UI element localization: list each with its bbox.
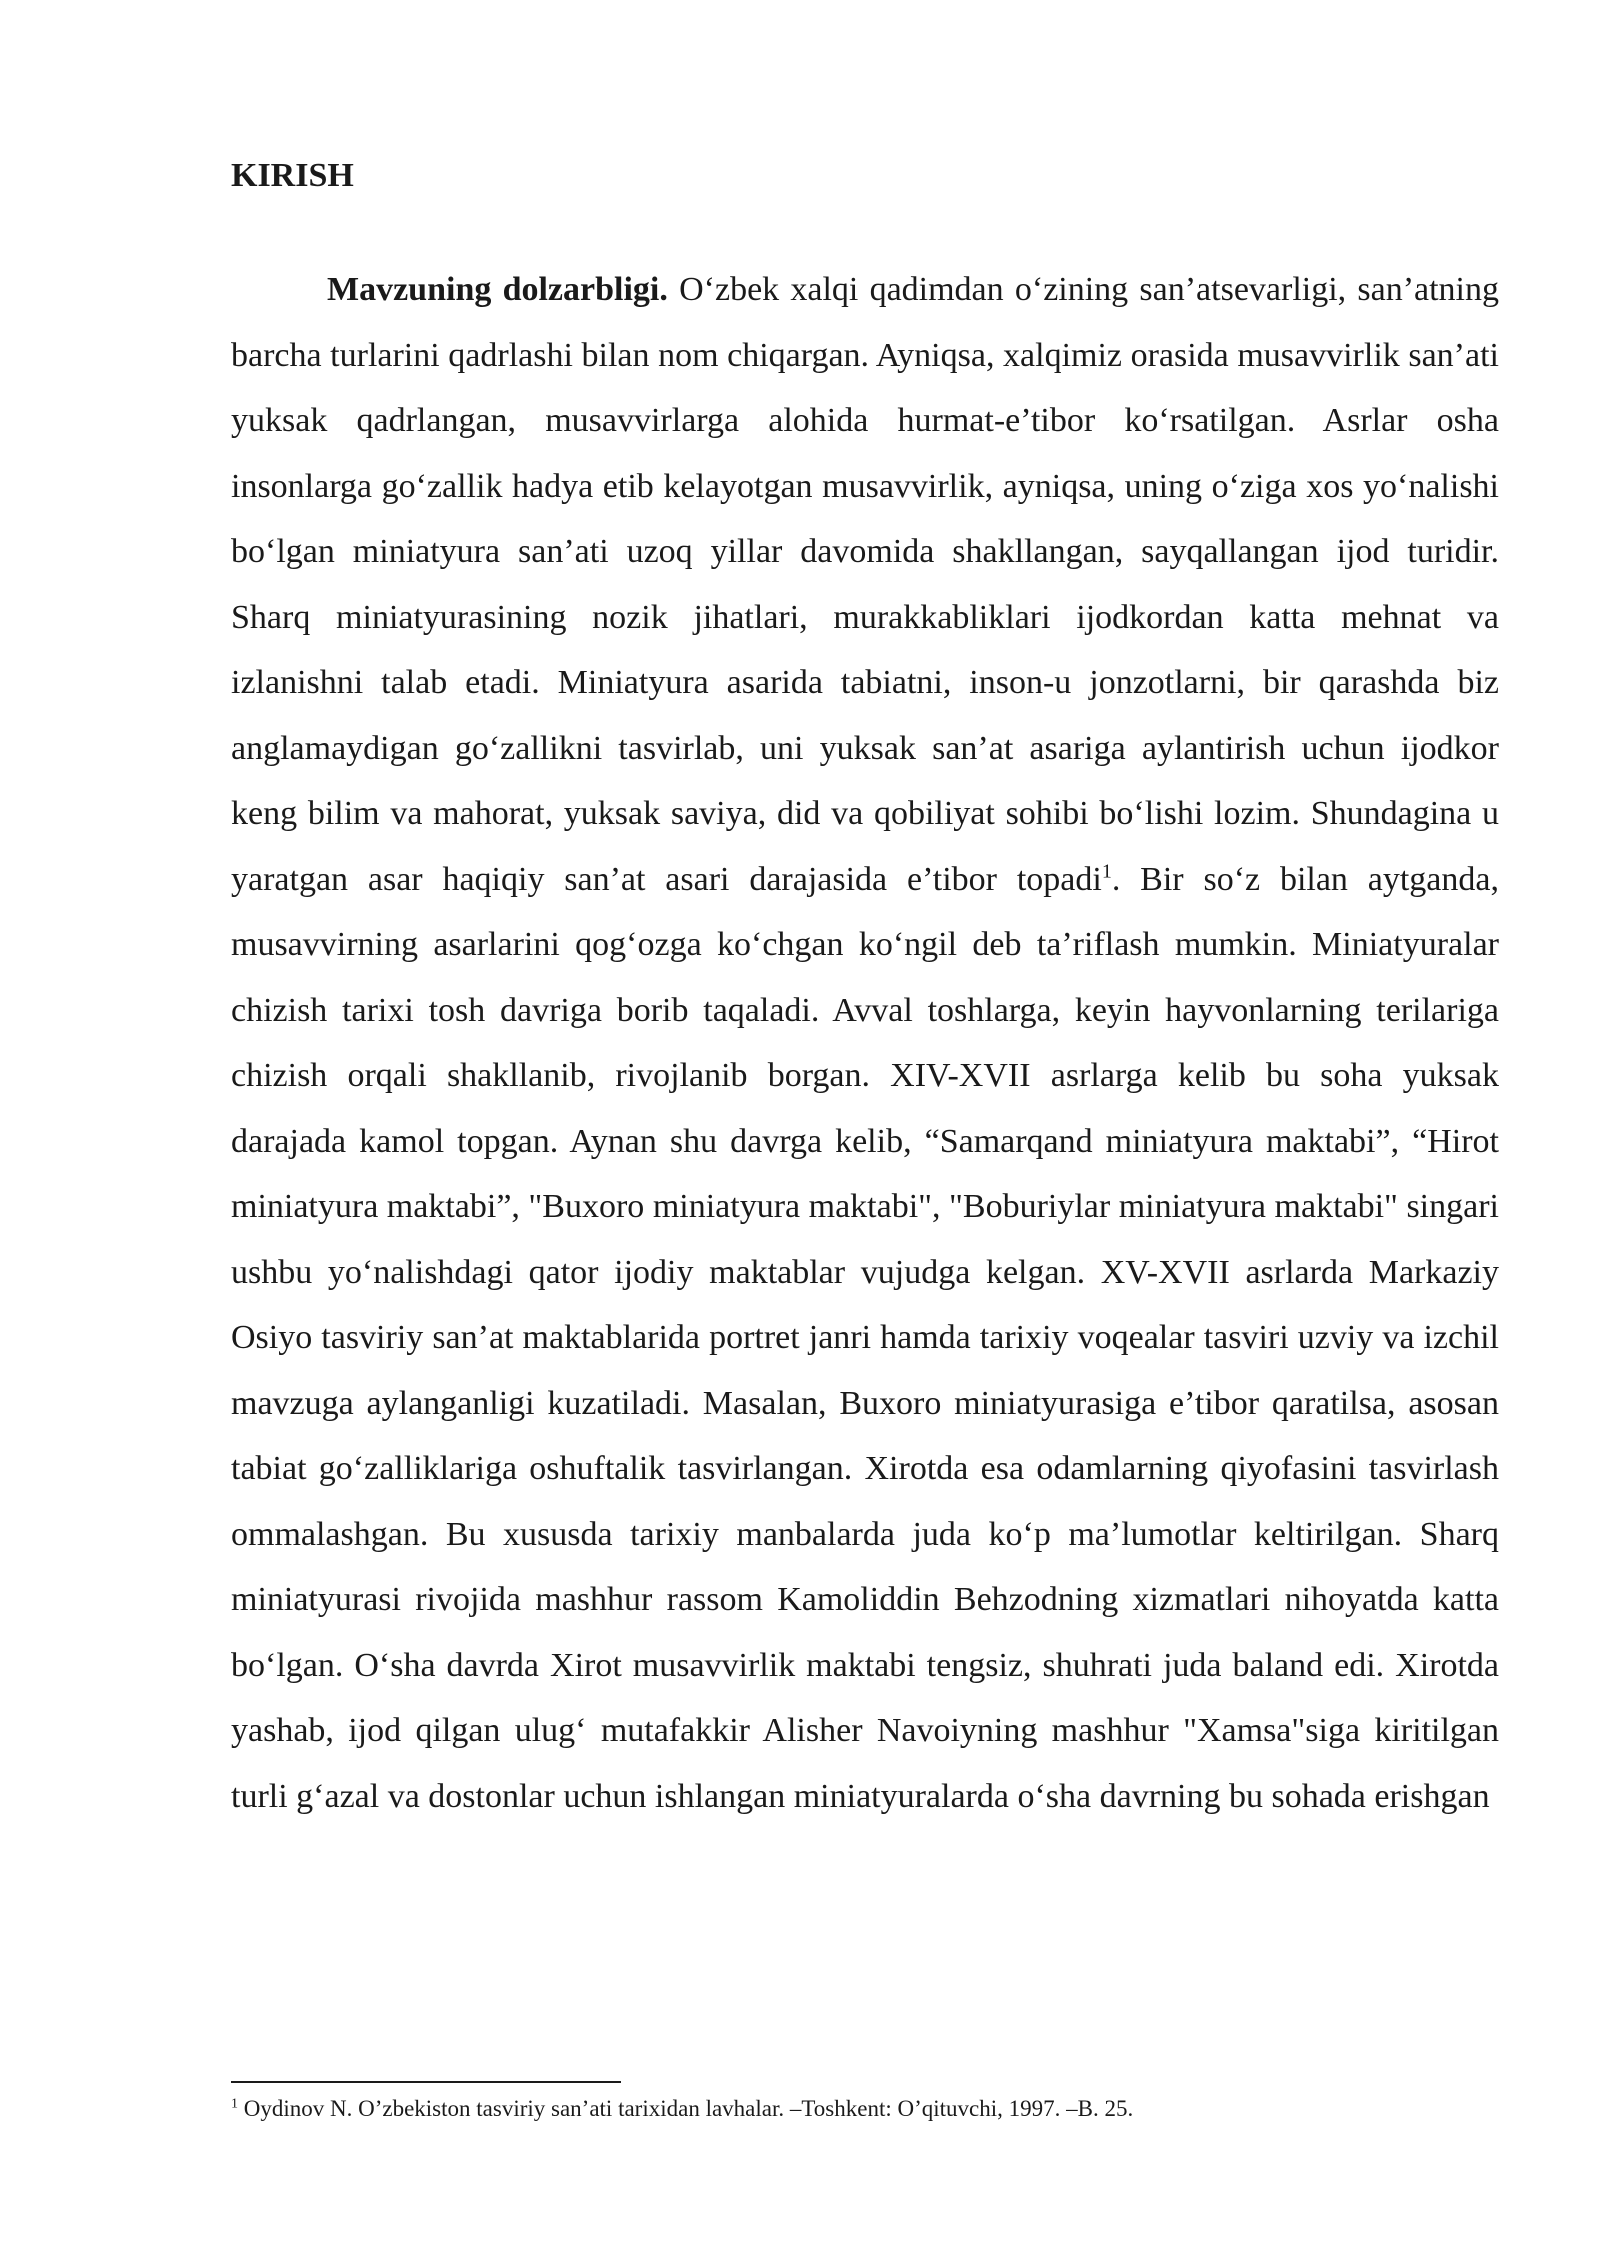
footnote-mark: 1 <box>231 2096 238 2112</box>
footnote <box>231 2093 1499 2125</box>
paragraph-lead: Mavzuning dolzarbligi. <box>327 271 668 308</box>
body-paragraph <box>231 257 1499 1829</box>
paragraph-text-part-2: . Bir so‘z bilan aytganda, musavvirning asarlarini qog‘ozga ko‘chgan ko‘ngil deb ta’riflash mumkin. Miniatyuralar chizish tarixi tosh davriga borib taqaladi. Avval toshlarga, keyin hayvonlarning terilariga chizish orqali shakllanib, rivojlanib borgan. XIV-XVII asrlarga kelib bu soha yuksak darajada kamol topgan. Aynan shu davrga kelib, “Samarqand miniatyura maktabi”, “Hirot miniatyura maktabi”, "Buxoro miniatyura maktabi", "Boburiylar miniatyura maktabi" singari ushbu yo‘nalishdagi qator ijodiy maktablar vujudga kelgan. XV-XVII asrlarda Markaziy Osiyo tasviriy san’at maktablarida portret janri hamda tarixiy voqealar tasviri uzviy va izchil mavzuga aylanganligi kuzatiladi. Masalan, Buxoro miniatyurasiga e’tibor qaratilsa, asosan tabiat go‘zalliklariga oshuftalik tasvirlangan. Xirotda esa odamlarning qiyofasini tasvirlash ommalashgan. Bu xususda tarixiy manbalarda juda ko‘p ma’lumotlar keltirilgan. Sharq miniatyurasi rivojida mashhur rassom Kamoliddin Behzodning xizmatlari nihoyatda katta bo‘lgan. O‘sha davrda Xirot musavvirlik maktabi tengsiz, shuhrati juda baland edi. Xirotda yashab, ijod qilgan ulug‘ mutafakkir Alisher Navoiyning mashhur "Xamsa"siga kiritilgan turli g‘azal va dostonlar uchun ishlangan miniatyuralarda o‘sha davrning bu sohada erishgan <box>231 860 1499 1815</box>
section-heading: KIRISH <box>231 157 354 194</box>
footnote-text: Oydinov N. O’zbekiston tasviriy san’ati tarixidan lavhalar. –Toshkent: O’qituvchi, 1997. –B. 25. <box>238 2096 1134 2121</box>
footnote-separator <box>231 2081 621 2083</box>
footnote-reference[interactable]: 1 <box>1101 860 1112 883</box>
paragraph-text-part-1: O‘zbek xalqi qadimdan o‘zining san’atsevarligi, san’atning barcha turlarini qadrlashi bilan nom chiqargan. Ayniqsa, xalqimiz orasida musavvirlik san’ati yuksak qadrlangan, musavvirlarga alohida hurmat-e’tibor ko‘rsatilgan. Asrlar osha insonlarga go‘zallik hadya etib kelayotgan musavvirlik, ayniqsa, uning o‘ziga xos yo‘nalishi bo‘lgan miniatyura san’ati uzoq yillar davomida shakllangan, sayqallangan ijod turidir. Sharq miniatyurasining nozik jihatlari, murakkabliklari ijodkordan katta mehnat va izlanishni talab etadi. Miniatyura asarida tabiatni, inson-u jonzotlarni, bir qarashda biz anglamaydigan go‘zallikni tasvirlab, uni yuksak san’at asariga aylantirish uchun ijodkor keng bilim va mahorat, yuksak saviya, did va qobiliyat sohibi bo‘lishi lozim. Shundagina u yaratgan asar haqiqiy san’at asari darajasida e’tibor topadi <box>231 271 1500 898</box>
